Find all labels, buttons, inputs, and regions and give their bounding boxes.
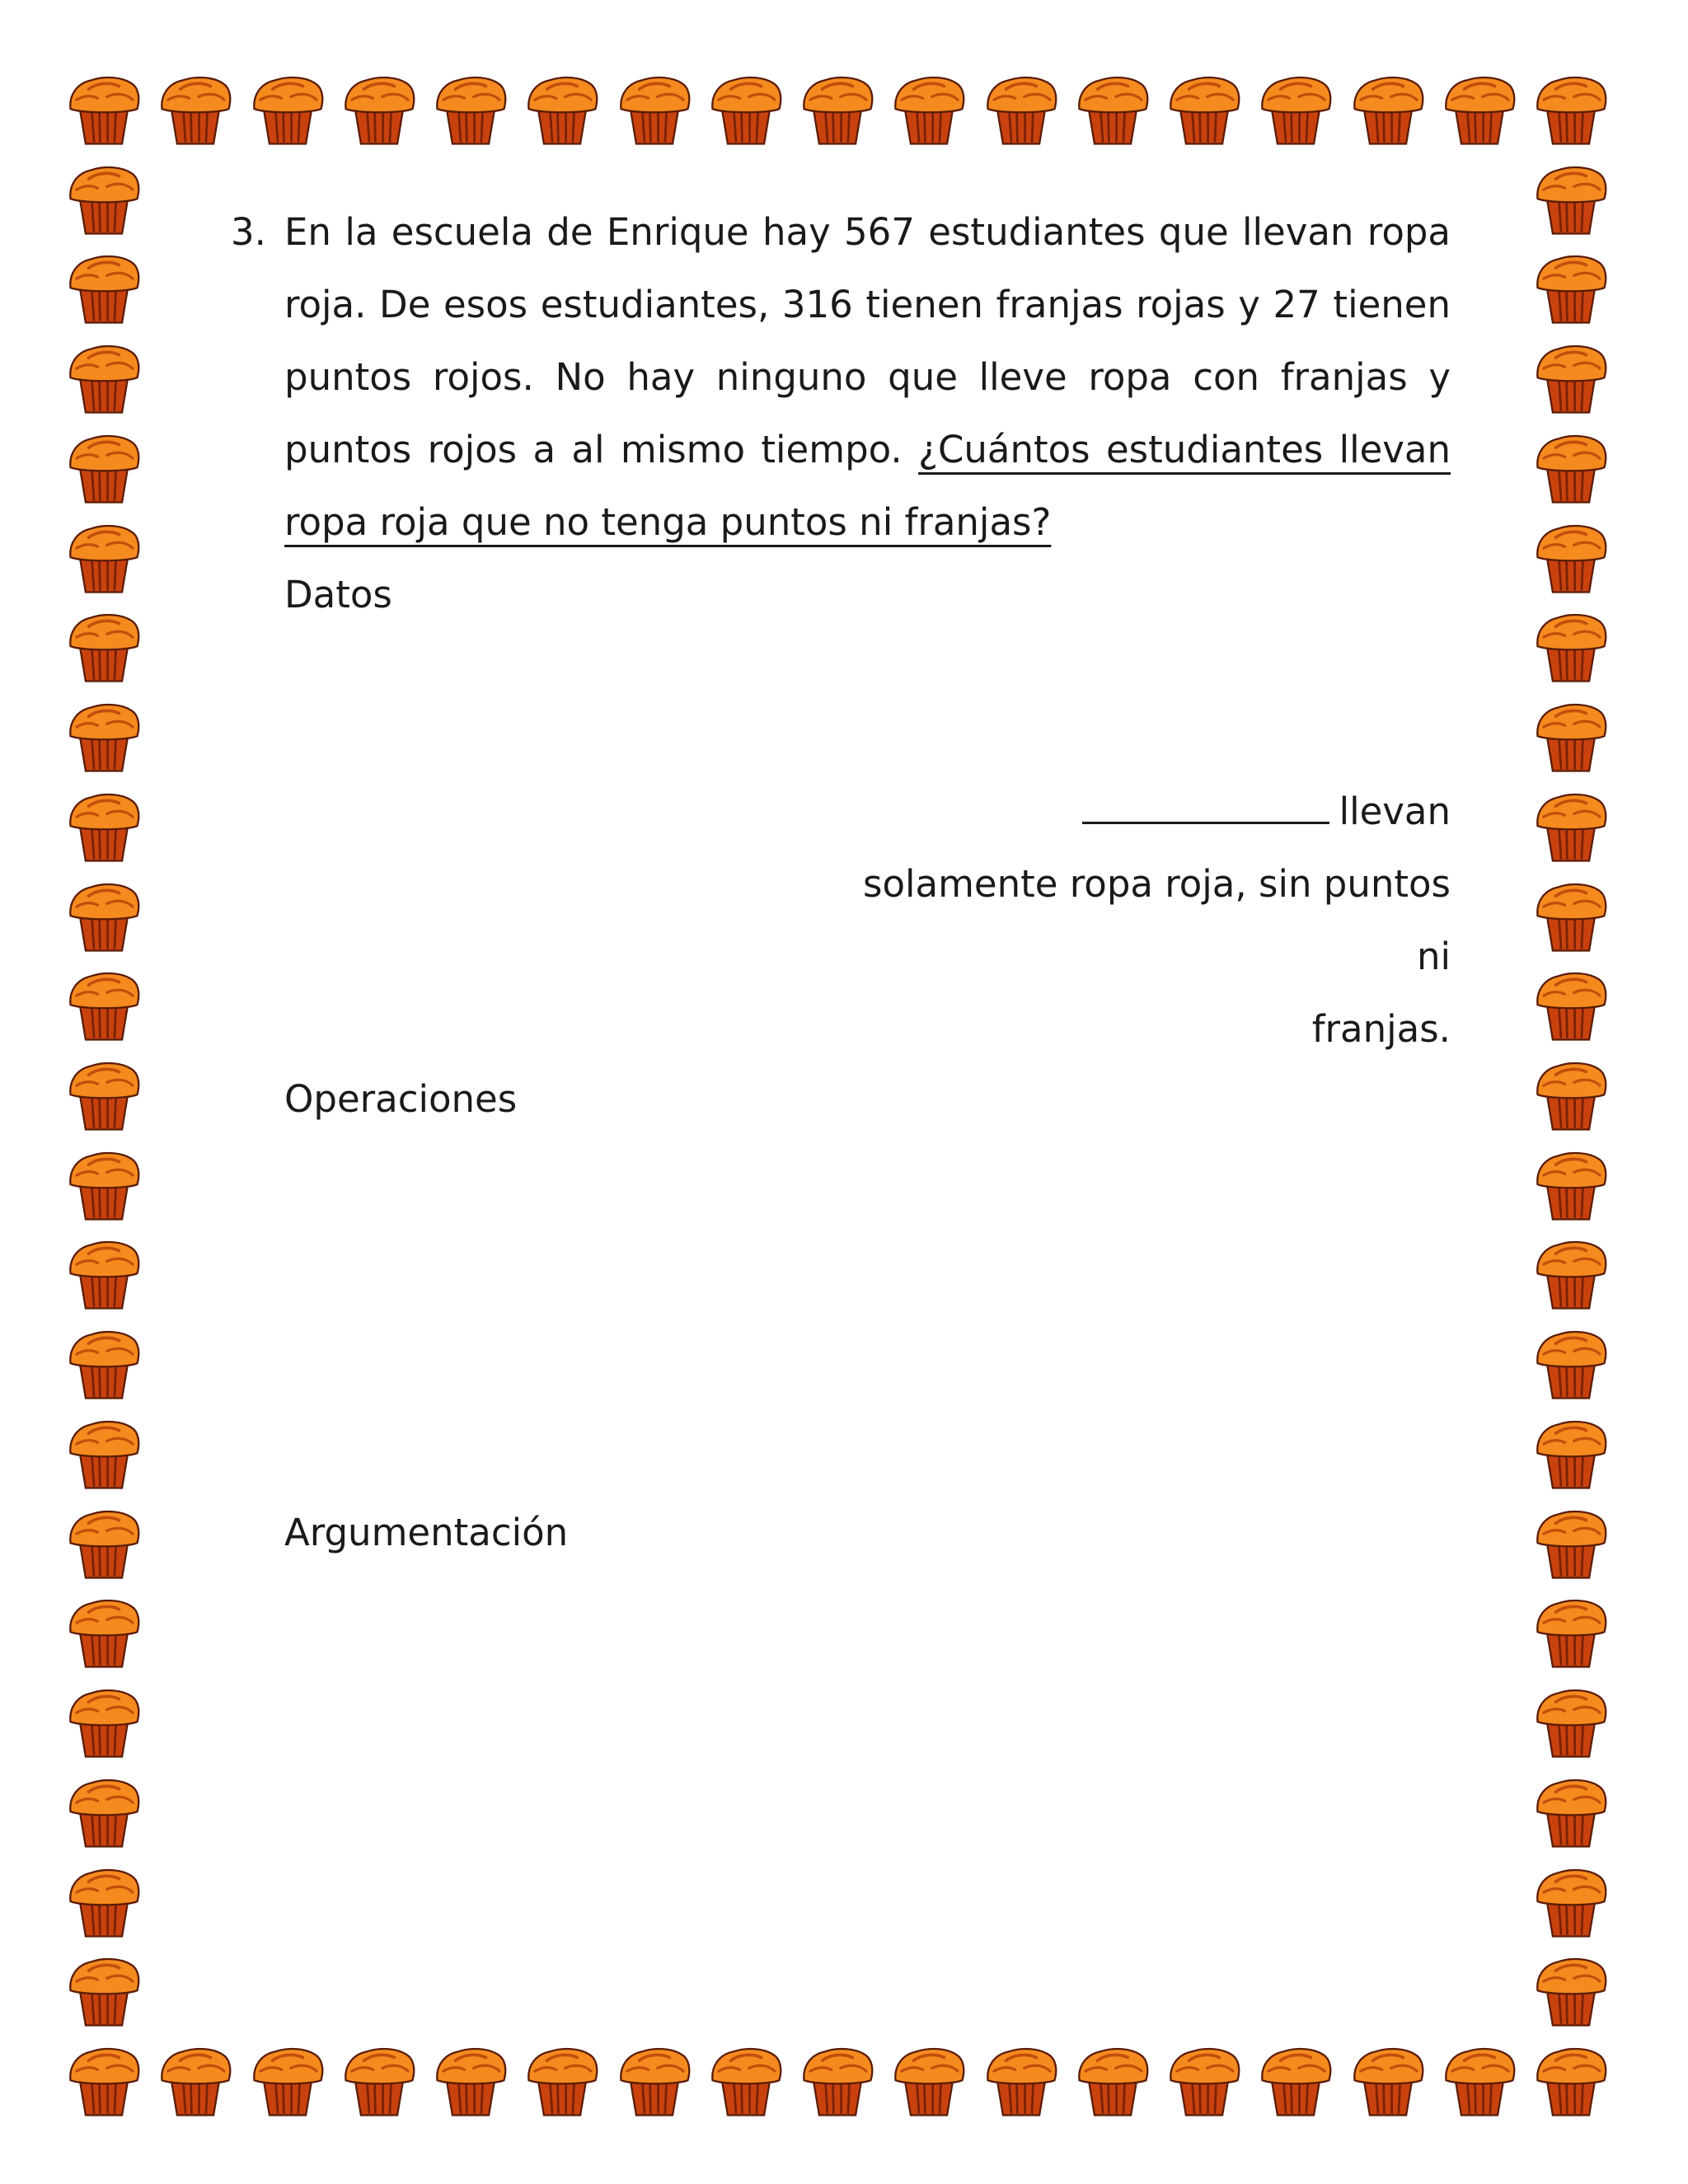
muffin-icon [66,162,142,238]
muffin-icon [983,73,1059,148]
problem-intro: En la escuela de Enrique hay 567 estudiantes que llevan ropa roja. De esos estudiantes, 316 tienen franjas rojas y 27 tienen puntos rojos. No hay ninguno que lleve ropa con franjas y puntos rojos a al mismo tiempo. [284,210,1451,471]
muffin-icon [66,1596,142,1671]
muffin-icon [1533,1417,1609,1493]
muffin-icon [1442,2044,1517,2120]
muffin-icon [66,1237,142,1313]
muffin-icon [66,73,142,148]
muffin-icon [1533,1685,1609,1761]
muffin-icon [1533,1327,1609,1403]
section-operaciones: Operaciones [284,1077,518,1121]
muffin-icon [66,968,142,1044]
muffin-icon [983,2044,1059,2120]
muffin-icon [66,1954,142,2030]
muffin-icon [1533,341,1609,417]
muffin-icon [1533,2044,1609,2120]
muffin-icon [1533,1954,1609,2030]
muffin-icon [1533,790,1609,865]
muffin-icon [1258,73,1334,148]
muffin-icon [66,1058,142,1134]
muffin-icon [66,610,142,686]
section-argumentacion: Argumentación [284,1511,569,1554]
muffin-icon [1533,610,1609,686]
answer-sentence [824,776,1451,1066]
muffin-icon [1350,73,1426,148]
muffin-icon [66,1685,142,1761]
muffin-icon [157,73,233,148]
muffin-icon [66,790,142,865]
section-datos: Datos [284,573,392,616]
muffin-icon [1533,1596,1609,1671]
muffin-icon [1166,2044,1242,2120]
worksheet-content [231,196,1451,1554]
answer-line-2: solamente ropa roja, sin puntos ni [863,862,1451,978]
muffin-icon [524,2044,600,2120]
problem-statement [284,196,1451,559]
muffin-icon [891,73,967,148]
muffin-icon [66,1327,142,1403]
muffin-icon [66,879,142,955]
muffin-icon [1533,879,1609,955]
muffin-icon [66,341,142,417]
muffin-icon [66,1865,142,1941]
muffin-icon [1533,1507,1609,1582]
muffin-icon [250,2044,326,2120]
answer-suffix: llevan [1339,790,1451,833]
muffin-icon [157,2044,233,2120]
muffin-icon [1533,73,1609,148]
muffin-icon [524,73,600,148]
muffin-icon [66,2044,142,2120]
muffin-icon [66,700,142,776]
muffin-icon [1075,73,1151,148]
muffin-icon [617,73,692,148]
muffin-icon [433,2044,509,2120]
muffin-icon [1258,2044,1334,2120]
muffin-icon [66,1417,142,1493]
muffin-icon [1533,1148,1609,1224]
muffin-icon [66,1775,142,1851]
muffin-icon [341,2044,417,2120]
answer-line-3: franjas. [1311,1007,1451,1051]
muffin-icon [1533,431,1609,507]
muffin-icon [1533,251,1609,327]
muffin-icon [1075,2044,1151,2120]
answer-blank[interactable] [1082,776,1329,824]
muffin-icon [1442,73,1517,148]
problem-question: ¿Cuántos estudiantes llevan ropa roja que no tenga puntos ni franjas? [284,428,1451,544]
muffin-icon [66,251,142,327]
muffin-icon [1533,700,1609,776]
muffin-icon [341,73,417,148]
muffin-icon [1350,2044,1426,2120]
muffin-icon [1533,1775,1609,1851]
muffin-icon [1533,1058,1609,1134]
muffin-icon [66,1507,142,1582]
muffin-icon [1533,1865,1609,1941]
muffin-icon [1533,521,1609,597]
muffin-icon [433,73,509,148]
muffin-icon [250,73,326,148]
muffin-icon [66,1148,142,1224]
muffin-icon [799,73,875,148]
problem-3 [231,196,1451,559]
muffin-icon [799,2044,875,2120]
muffin-icon [1166,73,1242,148]
muffin-icon [891,2044,967,2120]
muffin-icon [1533,968,1609,1044]
answer-line-1 [824,776,1451,848]
problem-number: 3. [231,210,266,254]
muffin-icon [617,2044,692,2120]
muffin-icon [1533,162,1609,238]
muffin-icon [66,431,142,507]
muffin-icon [66,521,142,597]
muffin-icon [708,2044,784,2120]
muffin-icon [1533,1237,1609,1313]
muffin-icon [708,73,784,148]
